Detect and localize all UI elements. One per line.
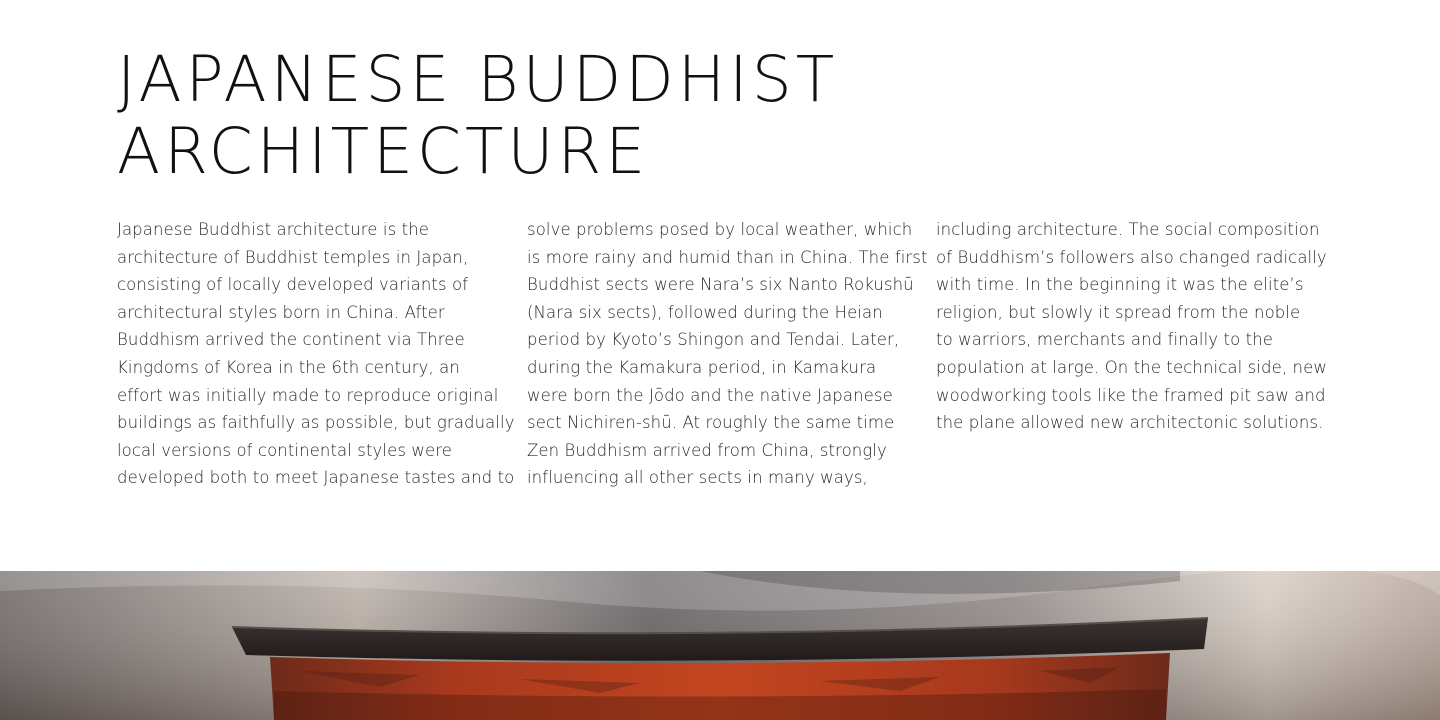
text-line: religion, but slowly it spread from the noble bbox=[936, 302, 1301, 322]
text-line: influencing all other sects in many ways, bbox=[527, 468, 868, 488]
hero-image-torii-gate bbox=[0, 571, 1440, 720]
text-line: Kingdoms of Korea in the 6th century, an bbox=[117, 357, 460, 377]
text-line: architecture of Buddhist temples in Japan, bbox=[117, 247, 469, 267]
text-line: of Buddhism’s followers also changed radically bbox=[936, 247, 1327, 267]
article-column-1 bbox=[117, 216, 515, 492]
article-title-line-1: JAPANESE BUDDHIST bbox=[117, 43, 839, 116]
text-line: architectural styles born in China. After bbox=[117, 302, 445, 322]
text-line: population at large. On the technical side, new bbox=[936, 357, 1327, 377]
text-line: Buddhist sects were Nara’s six Nanto Rokushū bbox=[527, 275, 914, 295]
text-line: effort was initially made to reproduce original bbox=[117, 385, 499, 405]
text-line: were born the Jōdo and the native Japanese bbox=[527, 385, 893, 405]
article-column-3 bbox=[936, 216, 1326, 437]
article-title bbox=[117, 44, 1117, 188]
text-line: Buddhism arrived the continent via Three bbox=[117, 330, 465, 350]
text-line: is more rainy and humid than in China. The first bbox=[527, 247, 928, 267]
text-line: Japanese Buddhist architecture is the bbox=[117, 220, 430, 239]
text-line: Zen Buddhism arrived from China, strongly bbox=[527, 440, 887, 460]
text-line: consisting of locally developed variants of bbox=[117, 275, 469, 295]
text-line: developed both to meet Japanese tastes and to bbox=[117, 468, 515, 488]
torii-gate-illustration bbox=[0, 571, 1440, 720]
text-line: sect Nichiren-shū. At roughly the same time bbox=[527, 413, 895, 433]
article-title-line-2: ARCHITECTURE bbox=[117, 115, 650, 188]
text-line: to warriors, merchants and finally to the bbox=[936, 330, 1273, 350]
text-line: solve problems posed by local weather, which bbox=[527, 220, 913, 239]
text-line: the plane allowed new architectonic solutions. bbox=[936, 413, 1324, 433]
text-line: period by Kyoto’s Shingon and Tendai. Later, bbox=[527, 330, 900, 350]
text-line: during the Kamakura period, in Kamakura bbox=[527, 357, 877, 377]
text-line: including architecture. The social composition bbox=[936, 220, 1320, 239]
text-line: woodworking tools like the framed pit saw and bbox=[936, 385, 1326, 405]
text-line: buildings as faithfully as possible, but gradually bbox=[117, 413, 515, 433]
text-line: local versions of continental styles were bbox=[117, 440, 452, 460]
text-line: with time. In the beginning it was the elite’s bbox=[936, 275, 1304, 295]
text-line: (Nara six sects), followed during the Heian bbox=[527, 302, 883, 322]
article-column-2 bbox=[527, 216, 928, 492]
